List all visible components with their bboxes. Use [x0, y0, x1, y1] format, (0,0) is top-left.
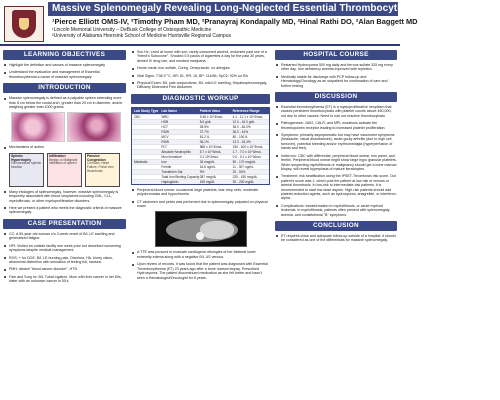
table-cell: 0.1 10^3/mcL	[199, 154, 219, 159]
table-cell: 5.7 x 10^3/mcL	[199, 149, 222, 154]
discussion-item: Essential thrombocythemia (ET) is a myeloproliferative neoplasm that causes persistent thrombocytosis with platelet counts above 450,000, not due to other causes. Need to rule out reactive thrombocytosis	[275, 105, 397, 118]
table-row	[132, 169, 269, 174]
university-logo	[4, 6, 44, 42]
table-row	[132, 129, 269, 134]
objective-item: Understand the evaluation and management of Essential thrombocythemia a cause of massive splenomegaly	[3, 70, 126, 79]
table-cell: 12.0 - 16.0 g/dL	[232, 119, 255, 124]
table-cell: HGB	[161, 119, 169, 124]
table-cell: Mon Immature	[161, 154, 182, 159]
mechanism-title: Passive Congestion	[87, 153, 106, 162]
conclusion-text: ET requires close and adequate follow-up outside of a hospital; it should be considered as one of the differentials for massive splenomegaly.	[275, 234, 397, 243]
table-cell	[132, 180, 159, 184]
table-cell: 37.7%	[199, 129, 209, 134]
mechanism-body: Via increased splenic function	[11, 161, 42, 170]
table-cell: 50 - 170 mcg/dL	[232, 159, 256, 164]
table-cell: WBC	[161, 114, 169, 119]
table-row	[132, 154, 269, 159]
ct-spleen	[200, 221, 234, 239]
diagnostic-item: CT abdomen and pelvis was performed due to splenomegaly palpated on physical exam	[131, 200, 270, 209]
discussion-item: Treatment: risk stratification using the IPSET-Thrombosis risk score. Our patient's score was 1, which puts the patient at low risk of venous or arterial thrombosis. In low-risk to intermediate-risk patients, it is recommended to start low-dose aspirin. High-risk patients should add platelet-reduction agents, such as hydroxyurea, anagrelide, or interferon-alpha.	[275, 174, 397, 200]
table-cell: RDW	[161, 129, 170, 134]
table-cell: 34 mcg/dL	[199, 159, 215, 164]
table-cell	[132, 130, 159, 134]
mechanism-box	[9, 153, 44, 187]
mechanism-body: Cirrhosis, Heart Failure, Portal vein thrombosis	[87, 161, 114, 173]
diagnostic-item: A TTE was pursued to evaluate cardiogenic etiologies of her bilateral lower extremity edema along with a negative B/L US venous.	[131, 250, 270, 259]
history-item: Soc Hx: Lived at home with son, rarely consumed alcohol, endorsed past use of a "friend's Suboxone". Smoked 0.5 packs of cigarettes a day for the past 30 years, denied IV drug use, and smoked marijuana	[131, 50, 270, 63]
case-item: PMH: distant "blood cancer disorder", HTN	[3, 267, 126, 271]
discussion-item: Initial w/u: CBC with differential, peripheral blood smear, iron panel, and ferritin. Peripheral blood smear might show large hypo granular platelets. When suspecting myelofibrosis or malignancy should get a bone marrow biopsy; will reveal hyperplasia of mature keratocytes.	[275, 154, 397, 172]
table-cell: 387 mcg/dL	[199, 174, 217, 179]
poster-title: Massive Splenomegaly Revealing Long-Neglected Essential Thrombocythemia: A Case Report	[52, 3, 500, 14]
authors-line: ¹Pierce Elliott OMS-IV, ²Timothy Pham MD, ²Pranayraj Kondapally MD, ²Hinal Rathi DO, ²Alan Baggett MD	[52, 17, 418, 26]
affiliation-2: ²University of Alabama Heersink School of Medicine Huntsville Regional Campus	[52, 33, 231, 39]
shield-icon	[12, 10, 36, 38]
table-row	[132, 119, 269, 124]
section-heading-introduction: INTRODUCTION	[3, 83, 126, 93]
histology-slide-right	[67, 112, 121, 142]
table-cell: 30 - 200 mg/dL	[232, 179, 255, 184]
table-cell: 11 - 307 ng/mL	[232, 164, 254, 169]
table-cell: RDW	[161, 139, 170, 144]
section-heading-hospital-course: HOSPITAL COURSE	[275, 50, 397, 60]
table-cell: 150 - 400 x 10^3/mcL	[232, 144, 264, 149]
table-cell: Absolute Neutrophils	[161, 149, 191, 154]
table-cell: 225 - 430 mcg/dL	[232, 174, 258, 179]
table-row	[132, 159, 269, 164]
objective-item: Highlight the definition and causes of massive splenomegaly	[3, 63, 126, 67]
section-heading-discussion: DISCUSSION	[275, 92, 397, 102]
mechanism-box	[47, 153, 82, 187]
intro-item: Many etiologies of splenomegaly, however, massive splenomegaly is frequently associated with blood neoplasms including CML, CLL, myelofibrosis, or other myeloproliferative disorders.	[3, 190, 126, 203]
table-cell	[132, 155, 159, 159]
case-item: CC: A 50-year-old woman c/o 3-week onset of B/L LE swelling and generalized fatigue.	[3, 232, 126, 241]
table-cell: Metabolic	[134, 159, 148, 164]
table-row	[132, 179, 269, 184]
table-cell: 0.0 - 0.1 x 10^3/mcL	[232, 154, 262, 159]
hospital-course-item: Medically stable for discharge with PCP follow-up and Hematology/Oncology as an outpatient for continuation of care and further testing	[275, 75, 397, 88]
column-header: Patient Value	[199, 108, 221, 113]
table-cell: 81.2 fL	[199, 134, 210, 139]
mechanism-title: Infiltration	[49, 153, 66, 158]
table-cell: HCT	[161, 124, 168, 129]
table-row	[132, 139, 269, 144]
discussion-item: Symptoms: primarily asymptomatic but may have vasomotor symptoms (headache, visual disturbances), acute gouty arthritis (due to high cell turnover), potential bleeding and/or erythromelalgia (hyperperfusion of hands and feet).	[275, 133, 397, 151]
table-cell: 20 - 50%	[232, 169, 246, 174]
table-row	[132, 114, 269, 119]
mechanism-box	[85, 153, 120, 187]
table-cell: Total Iron Binding Capacity	[161, 174, 200, 179]
poster-header	[0, 0, 500, 46]
case-item: HPI: Visited an outside facility one week prior but described worsening symptoms despite medical management.	[3, 244, 126, 253]
case-item: ROS: + for DOE, B/L LE burning pain, Diarrhea, HA, blurry vision, abdominal distention with sensation of feeling full, nausea.	[3, 256, 126, 265]
right-column	[275, 50, 397, 243]
table-header-row	[132, 108, 269, 114]
column-header: Lab Study Type	[134, 108, 159, 113]
history-item: Home meds: iron sulfate, Coreg, Omeprazole, no allergies	[131, 66, 270, 70]
table-cell	[132, 125, 159, 129]
diagnostic-item: Upon review of records, it was found that the patient was diagnosed with Essential Thrombocythemia (ET) 23 years ago after a bone marrow biopsy. Prescribed Hydroxyurea. The patient discontinued medication as she felt better and hasn't seen a Hematologist/Oncologist for 8 years.	[131, 262, 270, 280]
diagnostic-item: Peripheral blood smear: occasional large platelets, tear drop cells, moderate polychromasia and hypochromia	[131, 188, 270, 197]
section-heading-case: CASE PRESENTATION	[3, 219, 126, 229]
column-header: Lab Name	[161, 108, 178, 113]
table-cell	[132, 120, 159, 124]
table-cell: 80 - 100 fL	[232, 134, 248, 139]
affiliation-1: ¹Lincoln Memorial University – DeBusk College of Osteopathic Medicine	[52, 27, 212, 33]
mechanism-title: Splenic Hypertrophy	[11, 153, 32, 162]
intro-item: Massive splenomegaly is defined as a palpable spleen extending more than 8 cm below the costal arch, greater than 20 cm in diameter, and/or weighing greater than 1000 grams.	[3, 96, 126, 109]
table-cell: 1.7 - 7.0 x 10^3/mcL	[232, 149, 262, 154]
ct-scan-image	[155, 211, 247, 247]
table-cell: MCV	[161, 134, 169, 139]
intro-item: Here we present a patient who meets the diagnostic criteria of massive splenomegaly.	[3, 206, 126, 215]
lab-results-table	[131, 107, 270, 185]
table-cell: 9%	[199, 169, 205, 174]
table-cell: 36.0 - 46.0%	[232, 124, 251, 129]
middle-column	[131, 50, 270, 280]
table-cell: Transferrin Sat	[161, 169, 183, 174]
table-cell	[132, 150, 159, 154]
column-header: Reference Range	[232, 108, 260, 113]
table-cell: 4.1 - 11.1 x 10^3/mcL	[232, 114, 263, 119]
table-cell: PLT	[161, 144, 167, 149]
table-body	[132, 114, 269, 184]
left-column	[3, 50, 126, 284]
table-cell: 9.48 x 10^3/mcL	[199, 114, 224, 119]
table-cell: 12.0 - 16.0%	[232, 139, 251, 144]
mechanisms-diagram	[9, 153, 126, 187]
table-row	[132, 149, 269, 154]
table-cell: 888 x 10^3/mcL	[199, 144, 223, 149]
intro-item: Mechanisms of action	[3, 145, 126, 149]
table-cell: 169 mg/dL	[199, 179, 215, 184]
table-cell	[132, 170, 159, 174]
table-row	[132, 174, 269, 179]
table-cell: Iron	[161, 159, 167, 164]
histology-image	[11, 112, 121, 142]
table-cell: CBC	[134, 114, 141, 119]
table-cell: 28.5%	[199, 124, 209, 129]
table-cell: 36.0 - 44%	[232, 129, 249, 134]
section-heading-objectives: LEARNING OBJECTIVES	[3, 50, 126, 60]
discussion-item: Complications: transformation to myelofibrosis, or acute myeloid leukemia. In myelofibrosis, patients often present with splenomegaly, anemia, and constitutional "B" symptoms.	[275, 204, 397, 217]
table-row	[132, 164, 269, 169]
table-cell	[132, 135, 159, 139]
table-cell: Haptoglobin	[161, 179, 179, 184]
table-cell	[132, 140, 159, 144]
history-item: Physical Exam: B/L pale conjunctivae, B/L mild LE swelling, Hepatosplenomegaly, Diffusely Distended Firm Abdomen	[131, 81, 270, 90]
table-cell	[132, 175, 159, 179]
table-cell: 36.1%	[199, 139, 209, 144]
hospital-course-item: Restarted Hydroxyurea 500 mg daily and ferrous sulfate 325 mg every other day. Iron deficiency anemia improved with repletion.	[275, 63, 397, 72]
table-row	[132, 134, 269, 139]
table-row	[132, 144, 269, 149]
section-heading-conclusion: CONCLUSION	[275, 221, 397, 231]
table-cell	[132, 165, 159, 169]
table-cell: Ferritin	[161, 164, 172, 169]
histology-slide-left	[11, 112, 65, 142]
case-item: Fam and Surg hx: B/L Tubal Ligation. Mom with liver cancer in her 60s, sister with an unknown cancer in 50's.	[3, 275, 126, 284]
history-item: Vital Signs: T:36.9 °C, HR: 81, RR: 16, BP: 114/86, SpO2: 92% on RA	[131, 74, 270, 78]
table-cell: 8.6 g/dL	[199, 119, 212, 124]
table-cell	[132, 145, 159, 149]
table-row	[132, 124, 269, 129]
header-divider	[0, 44, 400, 46]
discussion-item: Pathogenesis: JAK2, CALR, and MPL mutations activate the thrombopoietin receptor leading to increased platelet proliferation.	[275, 121, 397, 130]
section-heading-diagnostic: DIAGNOSTIC WORKUP	[131, 94, 270, 104]
mechanism-body: Benign or Malignant infiltration of spleen	[49, 157, 78, 166]
table-cell: 16.6 ng/mL	[199, 164, 216, 169]
